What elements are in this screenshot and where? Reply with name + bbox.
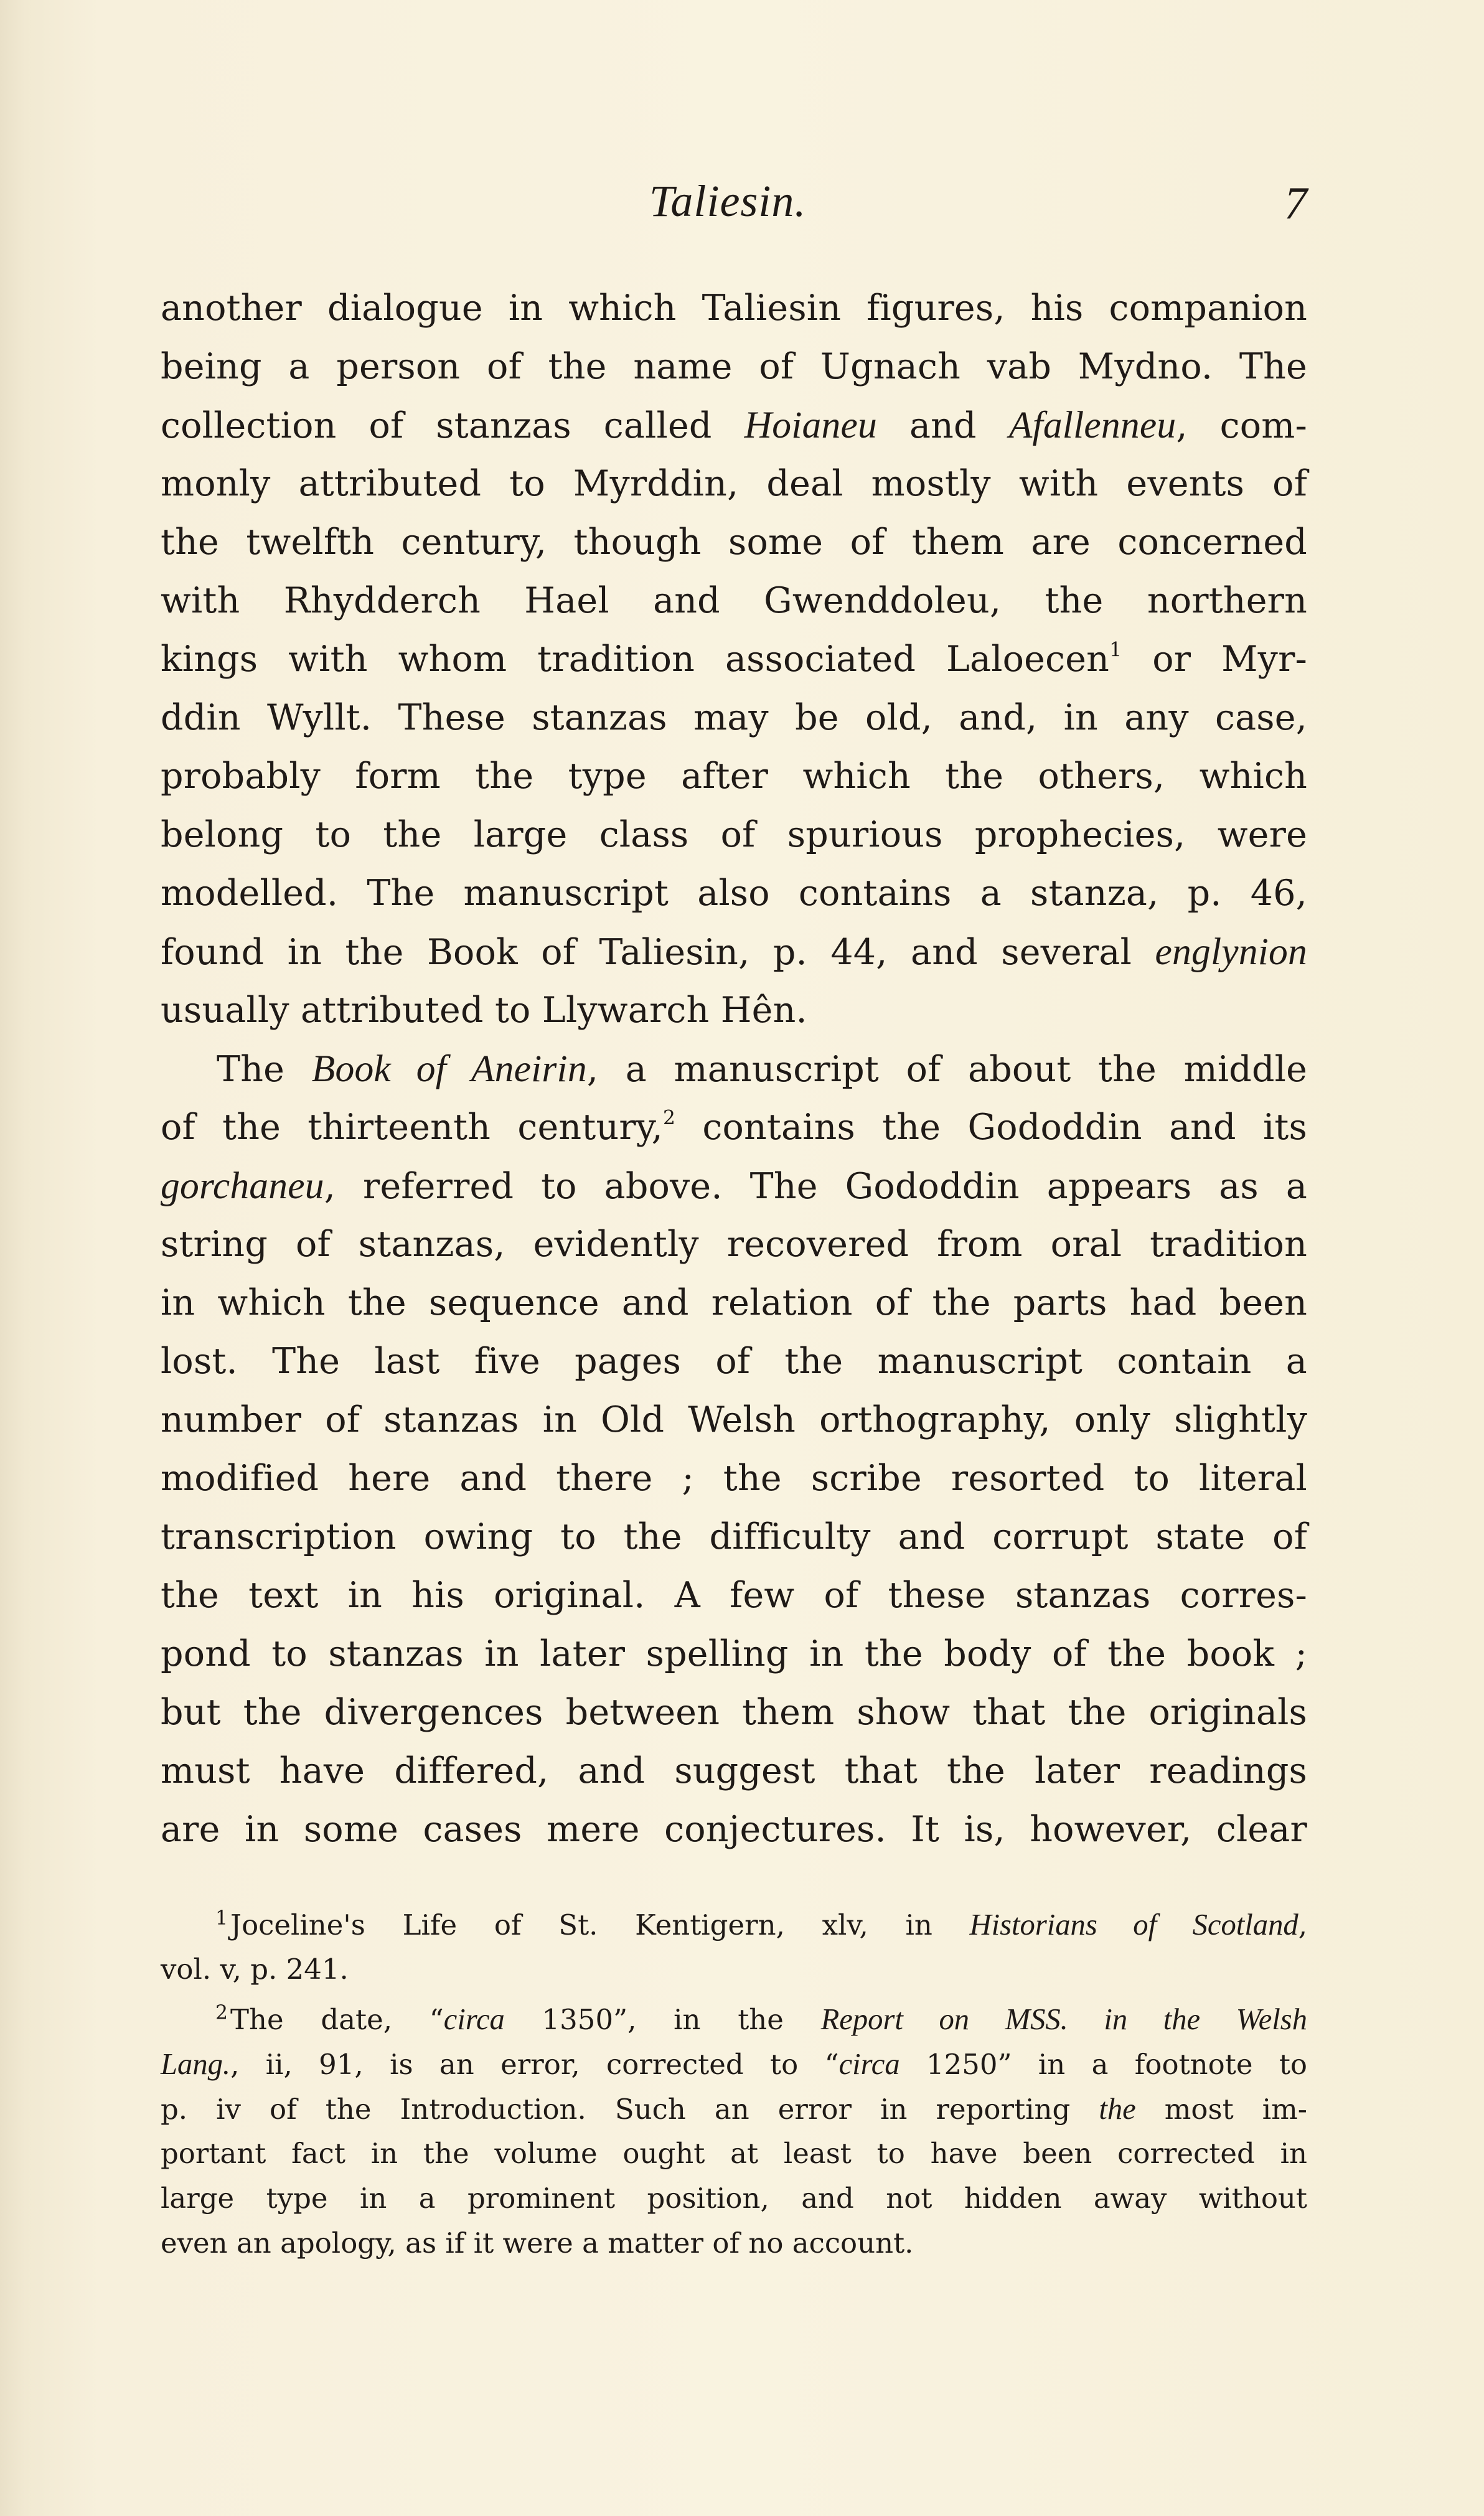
footnote-mark: 2 — [215, 2002, 228, 2025]
italic-title: Hoianeu — [744, 404, 877, 446]
text-line: collection of stanzas called Hoianeu and Afallenneu, com- — [161, 404, 1307, 446]
text-line: found in the Book of Taliesin, p. 44, and several englynion — [161, 931, 1307, 973]
running-head — [161, 167, 1307, 235]
italic-title: Book of Aneirin — [311, 1048, 587, 1090]
italic-term: englynion — [1155, 931, 1307, 973]
text-line: but the divergences between them show that the originals — [161, 1692, 1307, 1733]
footnote-2 — [161, 1997, 1307, 2266]
footnote-line: large type in a prominent position, and not hidden away without — [161, 2182, 1307, 2215]
body-text — [161, 279, 1307, 1859]
footnote-ref[interactable]: 1 — [1109, 639, 1122, 662]
italic-title: Afallenneu — [1008, 404, 1176, 446]
text-line: transcription owing to the difficulty and corrupt state of — [161, 1516, 1307, 1557]
footnote-1 — [161, 1902, 1307, 1992]
text-line: must have differed, and suggest that the later readings — [161, 1750, 1307, 1791]
text-line: string of stanzas, evidently recovered from oral tradition — [161, 1224, 1307, 1265]
italic-term: gorchaneu — [161, 1165, 324, 1207]
text-line: of the thirteenth century,$^2$ contains the Gododdin and its — [161, 1107, 1307, 1148]
text-line: the text in his original. A few of these stanzas corres- — [161, 1575, 1307, 1616]
text-line: with Rhydderch Hael and Gwenddoleu, the northern — [161, 580, 1307, 621]
text-line: pond to stanzas in later spelling in the body of the book ; — [161, 1633, 1307, 1674]
footnote-mark: 1 — [215, 1907, 228, 1930]
footnotes — [161, 1902, 1307, 2266]
text-line: being a person of the name of Ugnach vab Mydno. The — [161, 346, 1307, 387]
footnote-ref[interactable]: 2 — [662, 1107, 676, 1130]
text-line: usually attributed to Llywarch Hên. — [161, 990, 807, 1031]
footnote-line: $^2$The date, “circa 1350”, in the Report on MSS. in the Welsh — [215, 2002, 1307, 2036]
text-line: are in some cases mere conjectures. It is, however, clear — [161, 1809, 1307, 1850]
text-line: probably form the type after which the others, which — [161, 756, 1307, 797]
footnote-line: $^1$Joceline's Life of St. Kentigern, xlv, in Historians of Scotland, — [215, 1907, 1307, 1941]
text-line: gorchaneu, referred to above. The Gododdin appears as a — [161, 1165, 1307, 1207]
text-line: belong to the large class of spurious prophecies, were — [161, 814, 1307, 855]
text-line: ddin Wyllt. These stanzas may be old, and, in any case, — [161, 697, 1307, 738]
text-line: modified here and there ; the scribe resorted to literal — [161, 1458, 1307, 1499]
footnote-line: portant fact in the volume ought at least to have been corrected in — [161, 2137, 1307, 2170]
footnote-line: Lang., ii, 91, is an error, corrected to “circa 1250” in a footnote to — [161, 2047, 1307, 2081]
text-line: the twelfth century, though some of them are concerned — [161, 522, 1307, 563]
footnote-line: p. iv of the Introduction. Such an error in reporting the most im- — [161, 2092, 1307, 2126]
italic-title: Report on MSS. in the Welsh — [820, 2002, 1307, 2036]
page-number: 7 — [1284, 178, 1307, 229]
paragraph-start-line: The Book of Aneirin, a manuscript of about the middle — [217, 1048, 1308, 1090]
text-line: monly attributed to Myrddin, deal mostly with events of — [161, 463, 1307, 504]
italic-title: Historians of Scotland — [969, 1908, 1298, 1941]
text-line: number of stanzas in Old Welsh orthography, only slightly — [161, 1399, 1307, 1440]
footnote-line: even an apology, as if it were a matter of no account. — [161, 2227, 914, 2260]
running-title: Taliesin. — [649, 176, 807, 226]
footnote-line: vol. v, p. 241. — [161, 1953, 349, 1986]
text-line: lost. The last five pages of the manuscript contain a — [161, 1341, 1307, 1382]
text-line: in which the sequence and relation of the parts had been — [161, 1282, 1307, 1323]
text-line: another dialogue in which Taliesin figures, his companion — [161, 288, 1307, 329]
text-line: kings with whom tradition associated Laloecen$^1$ or Myr- — [161, 639, 1307, 680]
text-line: modelled. The manuscript also contains a stanza, p. 46, — [161, 873, 1307, 914]
